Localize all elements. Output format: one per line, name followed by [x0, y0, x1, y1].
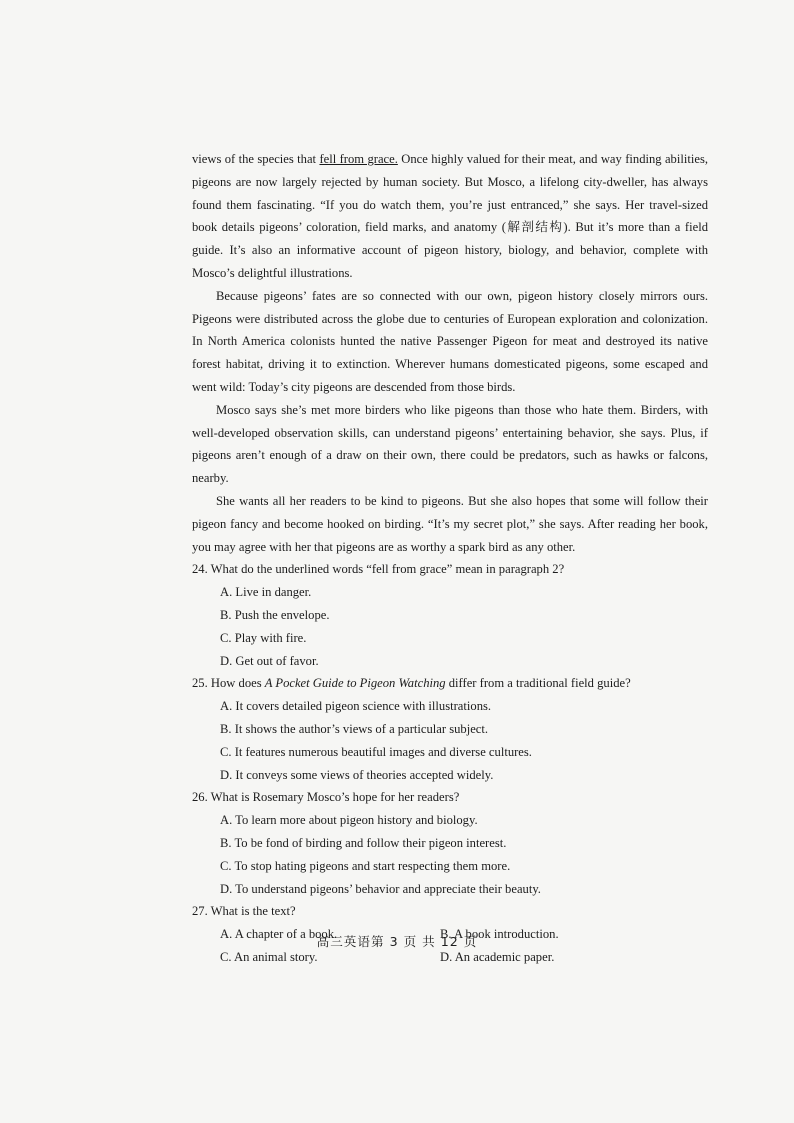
question-24-option-d: D. Get out of favor.: [220, 653, 319, 668]
question-26-option-a: A. To learn more about pigeon history and biology.: [220, 813, 478, 828]
passage-paragraph-4: She wants all her readers to be kind to pigeons. But she also hopes that some will follow their pigeon fancy and become hooked on birding. “It’s my secret plot,” she says. After reading her book, you may agree with her that pigeons are as worthy a spark bird as any other.: [192, 493, 708, 554]
text-run: Once highly valued for their meat, and way finding abilities, pigeons are now largely rejected by human society. But Mosco, a lifelong city-dweller, has always found them fascinating. “If you do watch them, you’re just entranced,” she says. Her travel-sized book details pigeons’ coloration, field marks, and anatomy (解剖结构). But it’s more than a field guide. It’s also an informative account of pigeon history, biology, and behavior, complete with Mosco’s delightful illustrations.: [192, 152, 708, 280]
question-26-option-b: B. To be fond of birding and follow their pigeon interest.: [220, 835, 507, 850]
question-26-option-c: C. To stop hating pigeons and start respecting them more.: [220, 858, 511, 873]
exam-page: [192, 148, 708, 969]
question-27-option-b: B. A book introduction.: [440, 927, 559, 942]
underlined-phrase: fell from grace.: [319, 152, 398, 166]
question-24-options: [192, 581, 708, 672]
question-26-stem: 26. What is Rosemary Mosco’s hope for her readers?: [192, 790, 460, 805]
question-25-options: [192, 695, 708, 786]
question-24-option-a: A. Live in danger.: [220, 585, 312, 600]
passage-paragraph-1: [192, 148, 708, 285]
passage-paragraph-3: Mosco says she’s met more birders who like pigeons than those who hate them. Birders, with well-developed observation skills, can understand pigeons’ entertaining behavior, she says. Plus, if pigeons aren’t enough of a draw on their own, there could be predators, such as hawks or falcons, nearby.: [192, 402, 708, 486]
question-25-option-d: D. It conveys some views of theories accepted widely.: [220, 767, 494, 782]
passage-paragraph-2: Because pigeons’ fates are so connected with our own, pigeon history closely mirrors ours. Pigeons were distributed across the globe due to centuries of European exploration and colonization. In North America colonists hunted the native Passenger Pigeon for meat and destroyed its native forest habitat, driving it to extinction. Wherever humans domesticated pigeons, some escaped and went wild: Today’s city pigeons are descended from those birds.: [192, 288, 708, 394]
text-run: differ from a traditional field guide?: [445, 676, 631, 691]
question-27-option-d: D. An academic paper.: [440, 949, 555, 964]
text-run: 25. How does: [192, 676, 265, 691]
question-24-stem: 24. What do the underlined words “fell from grace” mean in paragraph 2?: [192, 562, 565, 577]
page-footer: 高三英语第 3 页 共 12 页: [316, 934, 478, 949]
question-26-option-d: D. To understand pigeons’ behavior and appreciate their beauty.: [220, 881, 541, 896]
question-27-option-a: A. A chapter of a book.: [220, 927, 338, 942]
question-26-options: [192, 809, 708, 900]
question-24-option-c: C. Play with fire.: [220, 630, 307, 645]
book-title: A Pocket Guide to Pigeon Watching: [264, 676, 446, 691]
question-27-option-c: C. An animal story.: [220, 949, 318, 964]
question-27-stem: 27. What is the text?: [192, 904, 296, 919]
question-25-option-a: A. It covers detailed pigeon science with illustrations.: [220, 699, 492, 714]
text-run: views of the species that: [192, 152, 320, 166]
question-25-option-c: C. It features numerous beautiful images and diverse cultures.: [220, 744, 532, 759]
question-25-stem: [192, 672, 708, 695]
question-24-option-b: B. Push the envelope.: [220, 607, 330, 622]
question-25-option-b: B. It shows the author’s views of a particular subject.: [220, 721, 489, 736]
